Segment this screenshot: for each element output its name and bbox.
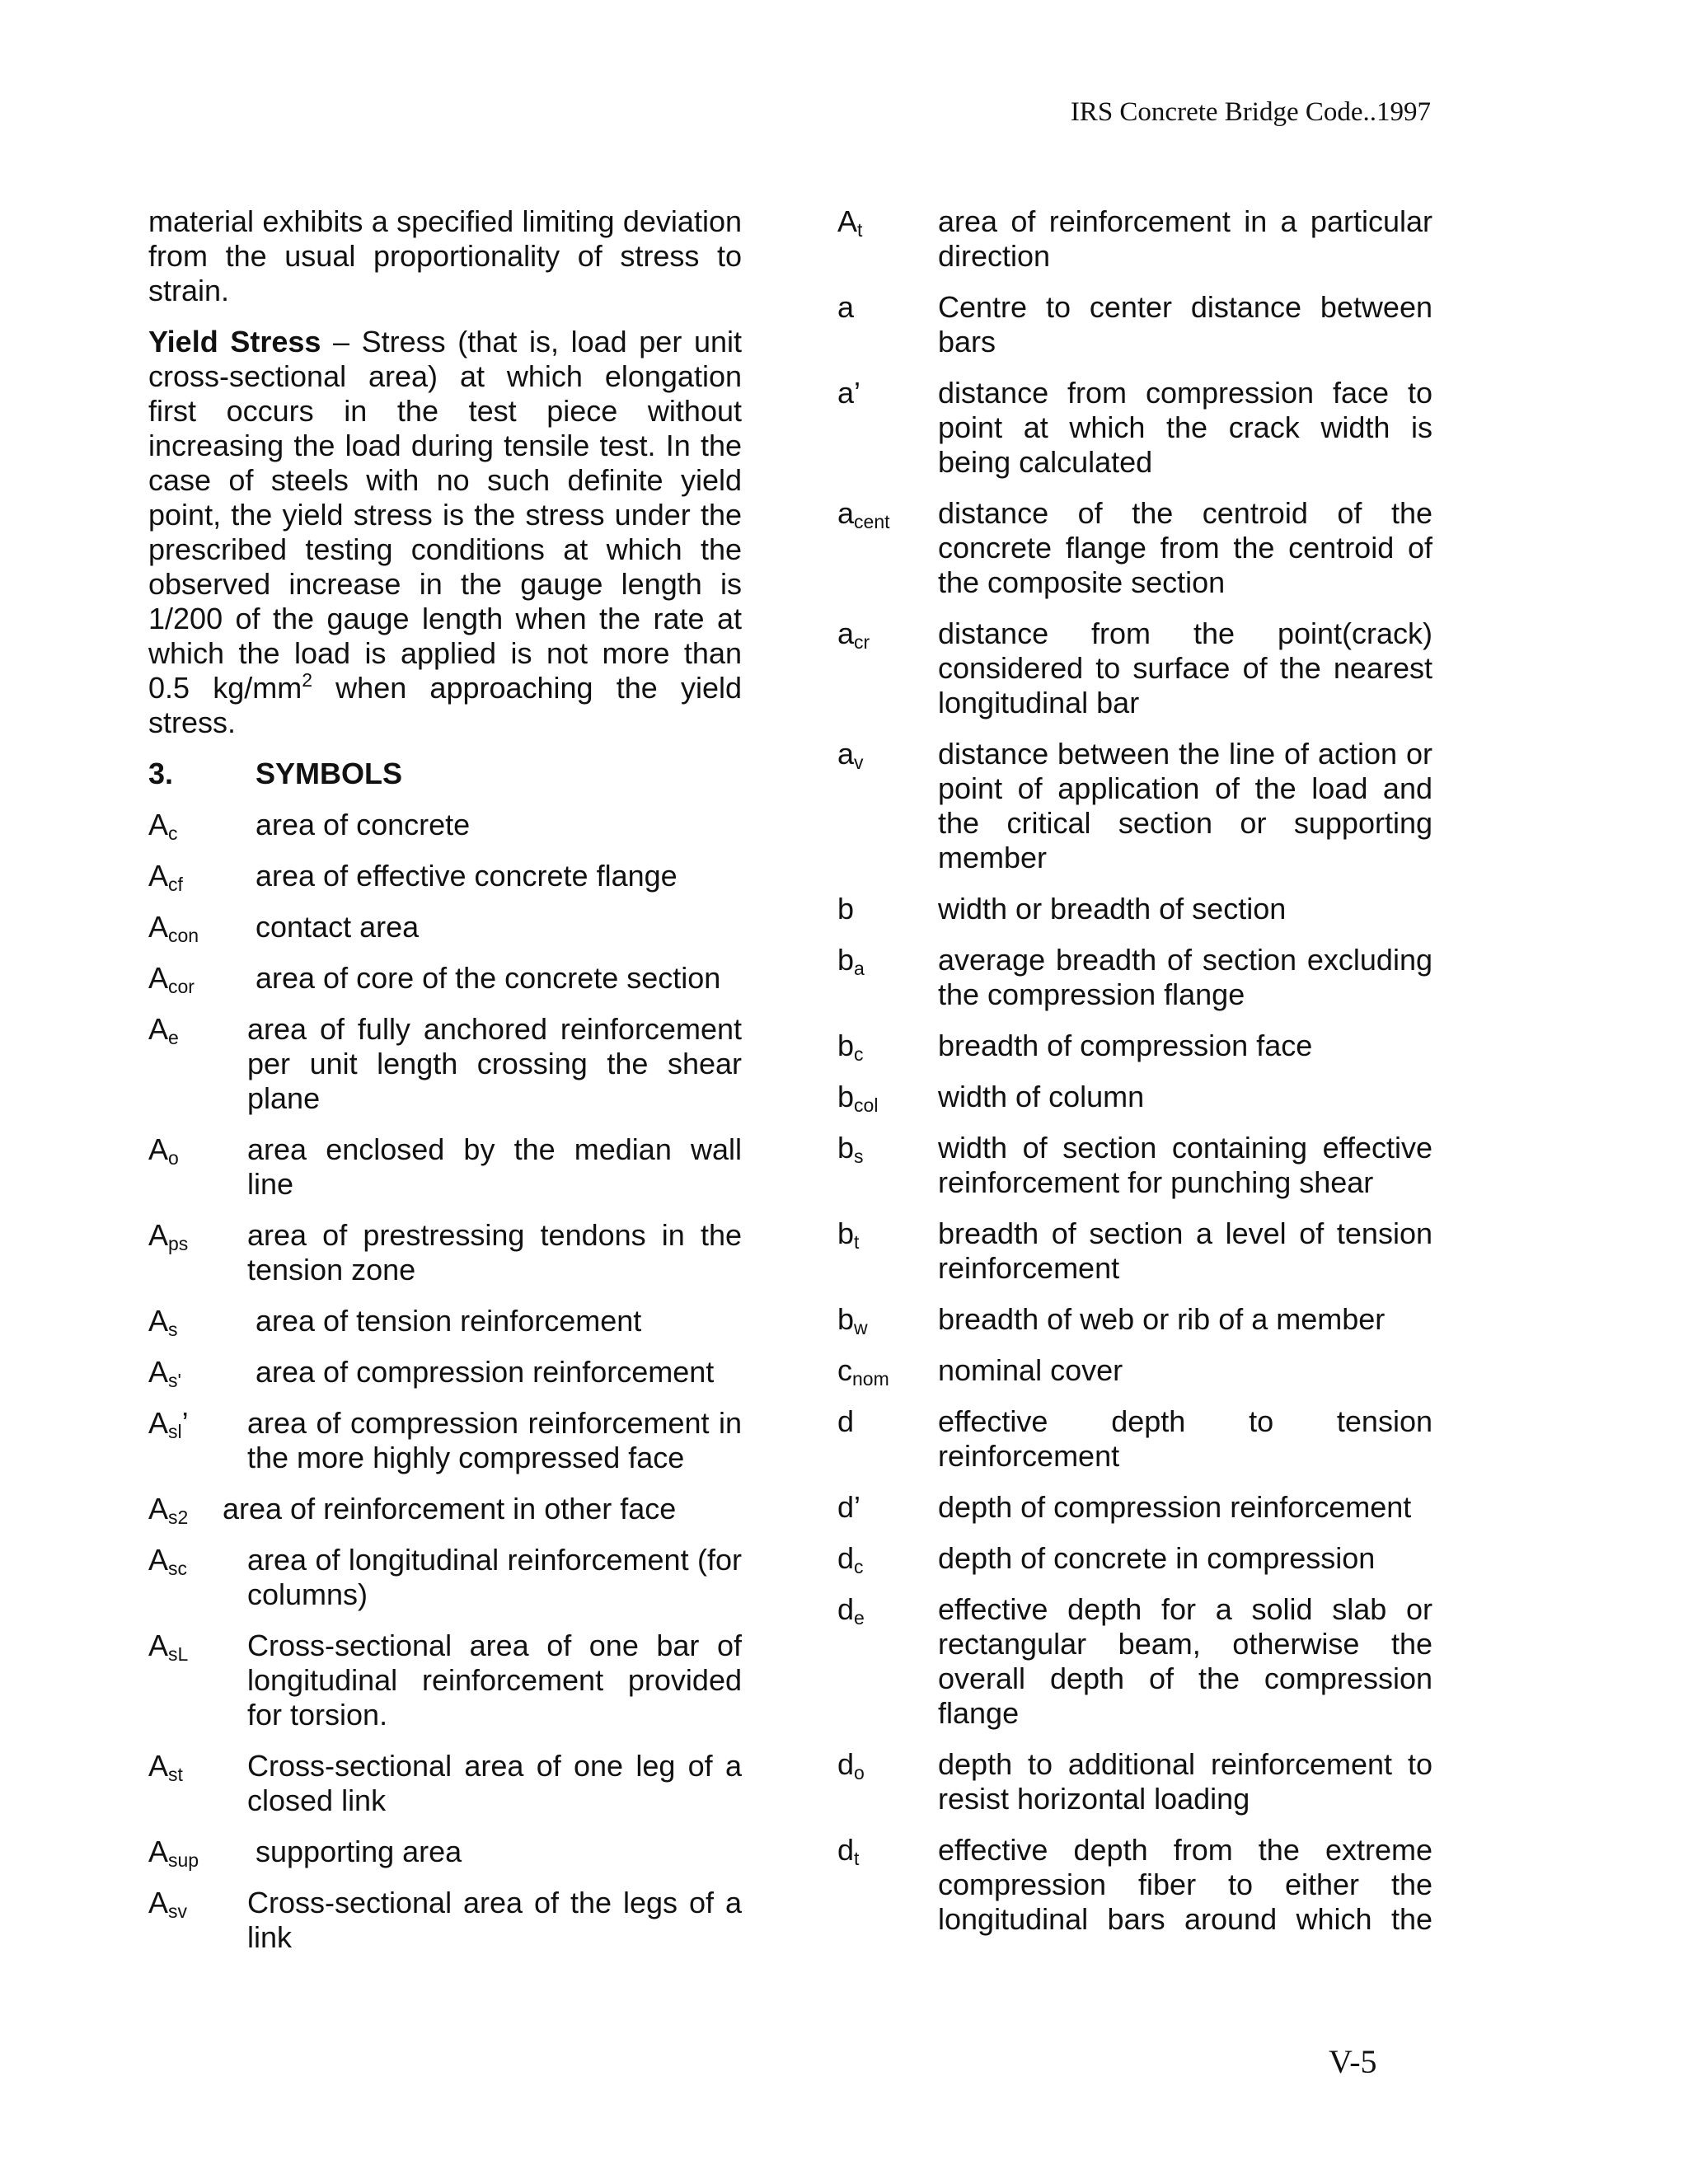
symbol-base: A <box>148 1012 169 1046</box>
symbol <box>837 892 938 926</box>
symbol <box>148 1012 247 1116</box>
symbol-description: depth of compression reinforcement <box>938 1490 1412 1524</box>
symbol-row <box>148 1543 742 1612</box>
symbol-description: area of effective concrete flange <box>256 859 678 893</box>
symbol-description: width of section containing effective reinforcement for punching shear <box>938 1131 1432 1199</box>
symbol-base: a <box>837 290 855 324</box>
symbol <box>837 290 938 359</box>
symbol-base: d <box>837 1833 855 1867</box>
symbol <box>148 1835 256 1869</box>
symbol-base: a’ <box>837 376 861 410</box>
symbol-row <box>837 290 1432 359</box>
symbol <box>837 496 938 600</box>
symbol <box>837 1216 938 1286</box>
symbol-description: area of concrete <box>256 808 471 841</box>
symbol-row <box>837 1216 1432 1286</box>
symbol-base: d <box>837 1404 855 1438</box>
symbol-row <box>837 496 1432 600</box>
symbol-description: average breadth of section excluding the compression flange <box>938 943 1432 1011</box>
symbol <box>837 1131 938 1200</box>
symbol-subscript: s' <box>168 1370 181 1391</box>
symbol-base: b <box>837 1302 855 1336</box>
symbol-row <box>148 1749 742 1818</box>
symbol-base: d’ <box>837 1490 861 1524</box>
symbol-row <box>148 1406 742 1475</box>
symbol <box>837 376 938 480</box>
symbol-row <box>148 859 742 893</box>
symbol <box>148 1304 256 1338</box>
symbol-subscript: sup <box>168 1849 199 1871</box>
symbol-base: a <box>837 496 855 530</box>
symbol-subscript: s2 <box>168 1507 189 1528</box>
symbol-description: breadth of compression face <box>938 1029 1313 1062</box>
symbol-base: d <box>837 1592 855 1626</box>
symbol <box>148 1886 247 1955</box>
symbol-row <box>837 737 1432 875</box>
symbol-description: area of tension reinforcement <box>256 1304 642 1338</box>
symbol <box>837 1029 938 1063</box>
symbol-subscript: t <box>854 1848 860 1869</box>
symbol-subscript: o <box>854 1762 865 1783</box>
yield-stress-paragraph <box>148 325 742 740</box>
symbol-row <box>837 1490 1432 1525</box>
symbol-subscript: cr <box>854 631 870 653</box>
symbol-description: breadth of web or rib of a member <box>938 1302 1386 1336</box>
symbol-row <box>837 1080 1432 1114</box>
symbol-subscript: cf <box>168 874 183 895</box>
symbol <box>837 943 938 1012</box>
symbol-base: c <box>837 1353 852 1387</box>
symbol-description: area of prestressing tendons in the tension zone <box>247 1218 742 1286</box>
symbol-subscript: c <box>168 823 178 844</box>
symbol-base: A <box>148 1355 169 1389</box>
symbol-row <box>837 1747 1432 1816</box>
symbol-description: distance from compression face to point at which the crack width is being calculated <box>938 376 1432 479</box>
symbol-row <box>148 1492 742 1526</box>
symbol <box>837 1404 938 1474</box>
symbol <box>837 1080 938 1114</box>
symbol-row <box>837 1302 1432 1337</box>
symbol-base: a <box>837 616 855 650</box>
symbol-base: A <box>148 1543 169 1577</box>
symbol-description: Centre to center distance between bars <box>938 290 1432 359</box>
symbol-base: A <box>148 808 169 841</box>
symbol <box>837 1592 938 1731</box>
section-title: SYMBOLS <box>256 757 403 790</box>
symbol-subscript: w <box>854 1317 868 1338</box>
symbol <box>148 1629 247 1732</box>
symbol-base: a <box>837 737 855 771</box>
symbol-row <box>837 1353 1432 1388</box>
symbol-description: depth to additional reinforcement to resist horizontal loading <box>938 1747 1432 1816</box>
symbol-base: d <box>837 1747 855 1781</box>
symbol <box>148 1492 223 1526</box>
symbol-prime: ’ <box>181 1406 189 1440</box>
symbol-row <box>837 1541 1432 1576</box>
symbol-subscript: c <box>854 1556 864 1577</box>
symbol-description: supporting area <box>256 1835 462 1868</box>
symbol-description: width of column <box>938 1080 1145 1113</box>
symbol-row <box>148 1012 742 1116</box>
symbol-subscript: sl <box>168 1421 182 1442</box>
symbol-base: d <box>837 1541 855 1575</box>
symbol-row <box>148 808 742 842</box>
symbol-description: width or breadth of section <box>938 892 1287 926</box>
symbol-description: Cross-sectional area of one bar of longitudinal reinforcement provided for torsion. <box>247 1629 742 1732</box>
symbol <box>148 859 256 893</box>
symbol-subscript: ps <box>168 1233 189 1254</box>
symbol-base: A <box>837 204 858 238</box>
symbol-description: effective depth to tension reinforcement <box>938 1404 1432 1473</box>
symbol-row <box>148 910 742 944</box>
symbol-subscript: s <box>168 1319 178 1340</box>
symbol-description: Cross-sectional area of the legs of a link <box>247 1886 742 1954</box>
symbol-description: area of reinforcement in a particular direction <box>938 204 1432 273</box>
symbol-row <box>148 1132 742 1202</box>
symbol-subscript: nom <box>852 1368 889 1390</box>
symbol-description: contact area <box>256 910 420 944</box>
symbol-base: b <box>837 1029 855 1062</box>
symbol <box>837 1490 938 1525</box>
symbol <box>148 1132 247 1202</box>
symbol-base: A <box>148 910 169 944</box>
symbol-subscript: cent <box>854 511 890 532</box>
symbol <box>148 910 256 944</box>
symbol-row <box>148 961 742 996</box>
symbol-row <box>837 943 1432 1012</box>
symbol-row <box>837 376 1432 480</box>
symbol-row <box>837 1131 1432 1200</box>
right-column <box>837 204 1432 1953</box>
symbol-row <box>837 1592 1432 1731</box>
symbol <box>837 616 938 720</box>
running-header: IRS Concrete Bridge Code..1997 <box>1070 97 1431 127</box>
symbol-subscript: e <box>854 1607 865 1629</box>
symbol-base: b <box>837 892 855 926</box>
symbol-base: b <box>837 943 855 977</box>
symbol-base: A <box>148 1492 169 1526</box>
symbol-description: area enclosed by the median wall line <box>247 1132 742 1201</box>
symbol <box>148 1543 247 1612</box>
symbol-base: A <box>148 1218 169 1252</box>
symbol <box>148 1218 247 1287</box>
symbol-base: A <box>148 1304 169 1338</box>
symbol-description: depth of concrete in compression <box>938 1541 1376 1575</box>
symbol-subscript: sv <box>168 1900 188 1922</box>
symbol <box>837 1833 938 1937</box>
symbol-row <box>837 616 1432 720</box>
symbol <box>837 1747 938 1816</box>
symbol-description: area of compression reinforcement <box>256 1355 715 1389</box>
symbol-row <box>837 204 1432 274</box>
symbol-description: distance of the centroid of the concrete flange from the centroid of the composite section <box>938 496 1432 599</box>
symbol-description: area of core of the concrete section <box>256 961 721 995</box>
symbol-subscript: con <box>168 925 199 946</box>
symbol <box>148 961 256 996</box>
symbol-description: distance from the point(crack) considered to surface of the nearest longitudinal bar <box>938 616 1432 719</box>
symbol-description: area of reinforcement in other face <box>223 1492 677 1526</box>
symbol-subscript: t <box>854 1231 860 1253</box>
intro-paragraph: material exhibits a specified limiting deviation from the usual proportionality of stress to strain. <box>148 204 742 307</box>
symbol <box>148 808 256 842</box>
symbol-row <box>148 1304 742 1338</box>
symbol-subscript: s <box>854 1146 864 1167</box>
symbol-description: distance between the line of action or point of application of the load and the critical section or supporting member <box>938 737 1432 874</box>
page-number: V-5 <box>1329 2043 1377 2080</box>
symbol-description: area of fully anchored reinforcement per unit length crossing the shear plane <box>247 1012 742 1115</box>
yield-stress-text-end: when approaching the yield stress. <box>148 671 743 739</box>
symbol-base: A <box>148 1629 169 1662</box>
symbol-subscript: a <box>854 958 865 979</box>
symbol-base: b <box>837 1080 855 1113</box>
symbol-base: A <box>148 1749 169 1783</box>
symbol-subscript: st <box>168 1764 183 1785</box>
left-column <box>148 204 742 1971</box>
symbol-row <box>837 1833 1432 1937</box>
symbol-base: b <box>837 1131 855 1165</box>
symbol-subscript: t <box>857 219 863 241</box>
symbol-base: A <box>148 1132 169 1166</box>
symbol-description: nominal cover <box>938 1353 1123 1387</box>
symbol-subscript: v <box>854 752 864 773</box>
symbol <box>837 204 938 274</box>
symbol-row <box>148 1355 742 1390</box>
symbol-subscript: o <box>168 1147 179 1169</box>
symbol-row <box>837 1404 1432 1474</box>
symbol <box>148 1749 247 1818</box>
symbol-base: A <box>148 1886 169 1919</box>
symbol-base: b <box>837 1216 855 1250</box>
symbol <box>837 737 938 875</box>
symbol-base: A <box>148 961 169 995</box>
symbol-row <box>148 1218 742 1287</box>
symbol-subscript: cor <box>168 976 195 997</box>
symbol-row <box>837 1029 1432 1063</box>
symbol <box>148 1355 256 1390</box>
section-heading <box>148 757 742 791</box>
symbol-subscript: c <box>854 1043 864 1065</box>
symbol-row <box>148 1629 742 1732</box>
symbol-description: effective depth from the extreme compression fiber to either the longitudinal bars around which the <box>938 1833 1432 1936</box>
symbol-description: area of compression reinforcement in the more highly compressed face <box>247 1406 742 1474</box>
symbol-description: breadth of section a level of tension reinforcement <box>938 1216 1432 1285</box>
symbol <box>148 1406 247 1475</box>
symbol-subscript: e <box>168 1027 179 1048</box>
symbol-base: A <box>148 1835 169 1868</box>
symbol <box>837 1302 938 1337</box>
section-number: 3. <box>148 757 174 790</box>
symbol-subscript: col <box>854 1094 879 1116</box>
symbol-row <box>837 892 1432 926</box>
symbol-description: effective depth for a solid slab or rectangular beam, otherwise the overall depth of the compression flange <box>938 1592 1432 1730</box>
symbol-row <box>148 1835 742 1869</box>
symbol-subscript: sc <box>168 1558 188 1579</box>
symbol <box>837 1353 938 1388</box>
yield-stress-superscript: 2 <box>302 669 313 691</box>
symbol-description: area of longitudinal reinforcement (for columns) <box>247 1543 742 1611</box>
symbol-row <box>148 1886 742 1955</box>
symbol-base: A <box>148 1406 169 1440</box>
symbol <box>837 1541 938 1576</box>
symbol-subscript: sL <box>168 1643 189 1665</box>
symbol-description: Cross-sectional area of one leg of a closed link <box>247 1749 742 1817</box>
yield-stress-text: – Stress (that is, load per unit cross-sectional area) at which elongation first occurs in the test piece without increasing the load during tensile test. In the case of steels with no such definite yield point, the yield stress is the stress under the prescribed testing conditions at which the observed increase in the gauge length is 1/200 of the gauge length when the rate at which the load is applied is not more than 0.5 kg/mm <box>148 325 742 705</box>
yield-stress-term: Yield Stress <box>148 325 321 359</box>
symbol-base: A <box>148 859 169 893</box>
